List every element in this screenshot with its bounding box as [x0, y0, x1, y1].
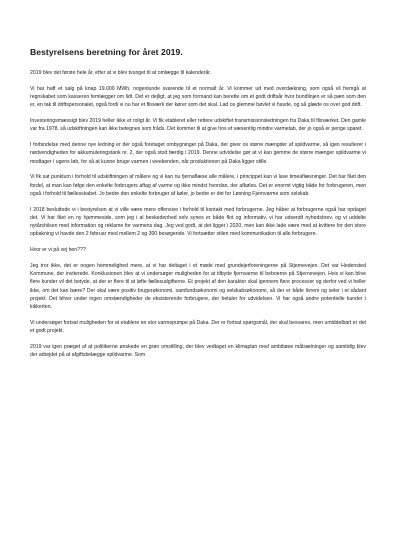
paragraph: 2019 blev det første hele år, efter at vi blev tvunget til at omlægge til kalenderår. — [30, 70, 212, 76]
paragraph: Investeringsmæssigt blev 2019 heller ikke et roligt år. Vi fik etableret eller rettere udskiftet transmissionsledningen fra Daka til flisværket. Den gamle var fra 1978, så udskiftningen kan ikke betegnes som fråds. Det kommer til at give hos et væsentlig mindre varmetab, der jo også er penge sparet. — [30, 117, 366, 133]
paragraph: Vi fik sat punktum i forhold til udskiftningen af målere og vi kan nu fjernaflæse alle målere, i princippet kan vi lave timeaflæsninger. Det har fået den fordel, at man kan følge den enkelte forbrugers aftag af varme og ikke mindst hvordan, der afkøles. Det er enormt vigtig både for forbrugeren, men også i forhold til fællesskabet. Jo bedre den enkelte forbruger af køler, jo bedre er det for Løsning Fjernvarme som selskab. — [30, 174, 366, 197]
document-title: Bestyrelsens beretning for året 2019. — [30, 47, 183, 57]
section-question: Hvor er vi på vej hen??? — [30, 247, 86, 254]
paragraph: Vi undersøger fortsat muligheden for at etablere en stor varmepumpe på Daka. Der er fortsat spørgsmål, der skal besvares, men umiddelbart er det et godt projekt. — [30, 319, 366, 335]
paragraph: Jeg tror ikke, det er nogen hemmelighed mere, at vi har deltaget i et møde med grundejerforeningerne på Stjernevejen. Det var Hedensted Kommune, der inviterede. Konklusionen blev at vi undersøger muligheden for at tilbyde fjernvarme til beboerne på Stjernevejen. Hvis vi kan blive flere kunder vil det betyde, at der er flere til at løfte fællesudgifterne. Et projekt af den karakter skal igennem flere processer og derfor ved vi heller ikke, om det kan bære? Der skal være positiv brugerøkonomi, samfundsøkonomi og selskabsøkonomi, så der er både livrem og seler i et sådant projekt. Det bliver under ingen omstændigheder de eksisterende forbrugere, der betaler for udvidelsen. Vi har også andre potentielle kunder i kikkerten. — [30, 262, 366, 311]
paragraph: I forbindelse med denne nye ledning er der også foretaget ombygninger på Daka, der giver os større mængder af spildvarme, så igen resulterer i nødvendigheden for akkumuleringstank nr. 2, der også stod færdig i 2019. Denne udvidelse gør at vi kan gemme de større mænger spildvarme vi modtager i ugens løb, for så at kunne bruge varmen i weekenden, når produktionen på Daka ligger stille. — [30, 141, 366, 165]
document-body — [30, 69, 366, 367]
paragraph: 2019 var igen præget af at politikerne ønskede en grøn omstilling, der blev vedtaget en klimaplan med ambitiøse målsætninger og samtidig blev der arbejdet på at afgiftsbelægge spildvarme. Som — [30, 343, 366, 359]
paragraph: I 2018 besluttede vi i bestyrelsen at vi ville være mere offensive i forhold til kontakt med forbrugerne. Jeg håber at forbrugerne også har opdaget det. Vi har fået en ny hjemmeside, som jeg i al beskedenhed selv synes er både flot og informativ, vi har udsendt nyhedsbrev, og vi uddelte nytårshilsen med information og reklame for varmens dag. Jeg ved godt, at det ligger i 2020, men kan ikke lade være med at kvittere for den store opbakning vi havde den 2 februar med mellem 2 og 300 besøgende. Vi fortsætter stilen med kommunikation til alle forbrugere. — [30, 206, 366, 238]
paragraph: Vi har haft et salg på knap 19.000 MWh, nogenlunde svarende til et normalt år. Vi kommer ud med overdækning, som også vil fremgå at regnskabet som kasseren femlægger om lidt. Det er dejligt, at jeg som formand kan berette om et godt driftsår hvor bundlinjen er så pæn som den er, en tak til driftspersonalet, også fordi vi nu har et flisværk der kører som det skal. Lad os glemme bøvlet vi havde, og så glæde os over god drift. — [30, 85, 366, 109]
